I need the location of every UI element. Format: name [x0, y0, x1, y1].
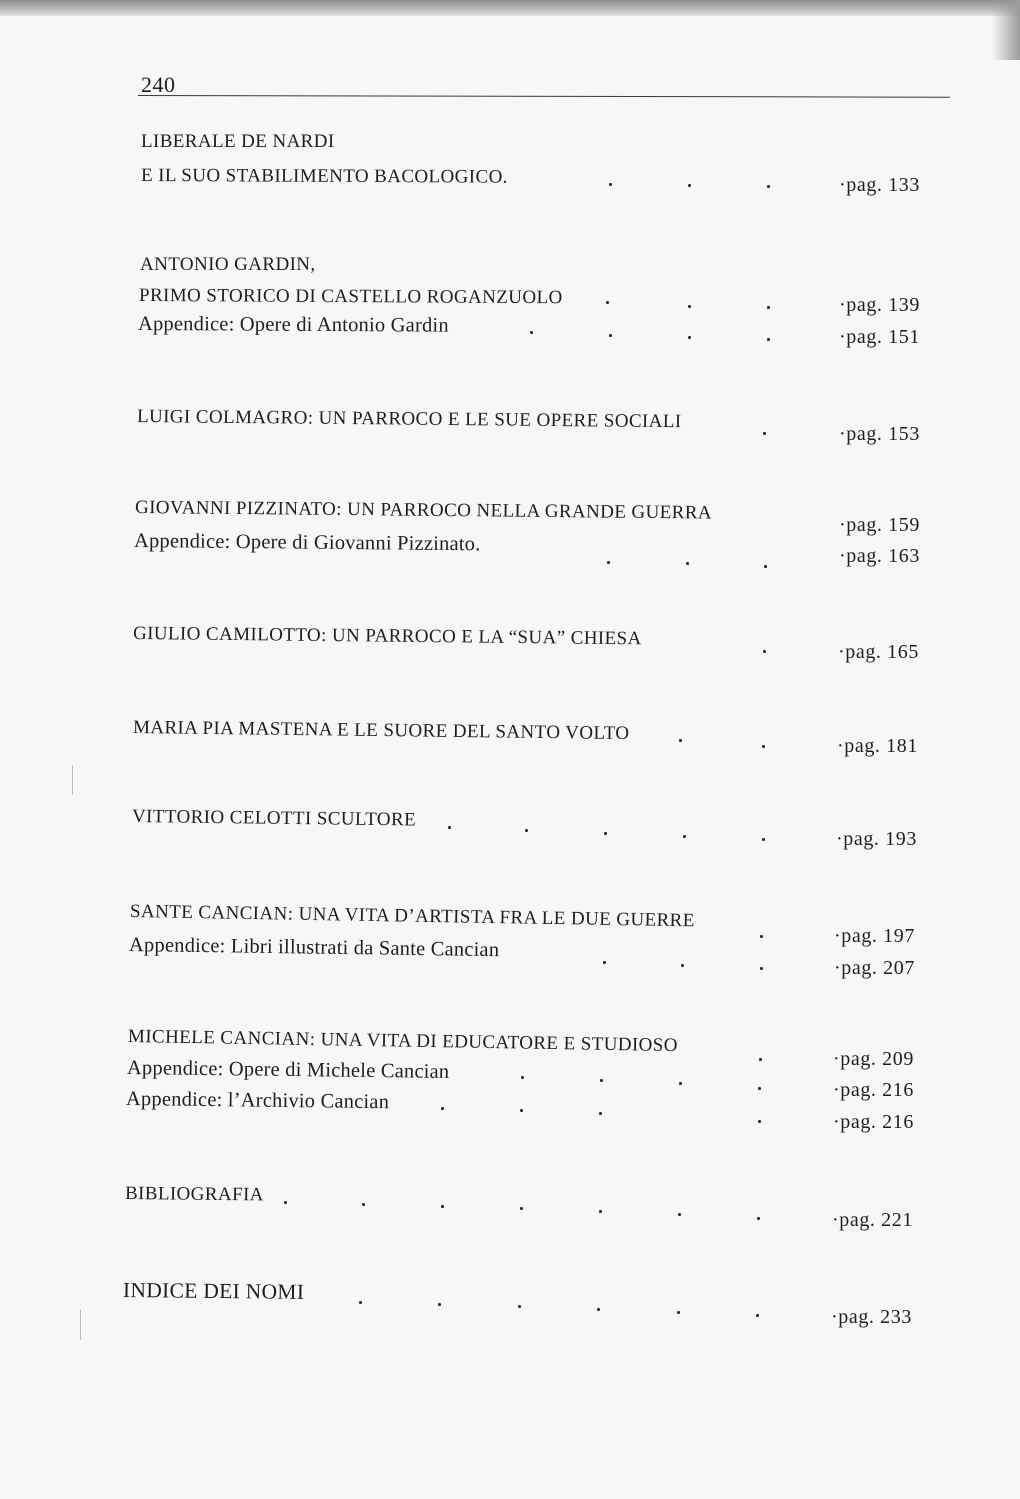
leader-dot [609, 183, 612, 186]
leader-dot [760, 935, 763, 938]
toc-entry-title-line: VITTORIO CELOTTI SCULTORE [131, 806, 417, 831]
leader-dot [759, 1058, 762, 1061]
leader-dot [683, 835, 686, 838]
leader-dot [688, 305, 691, 308]
leader-dot [597, 1308, 600, 1311]
toc-entry-title-line: GIOVANNI PIZZINATO: UN PARROCO NELLA GRANDE GUERRA [134, 497, 713, 524]
toc-page-ref: ·pag. 216 [833, 1079, 914, 1101]
leader-dot [604, 832, 607, 835]
toc-entry-title-line: BIBLIOGRAFIA [124, 1183, 264, 1206]
toc-page-ref: ·pag. 181 [837, 735, 918, 757]
leader-dot [362, 1203, 365, 1206]
toc-page-ref: ·pag. 193 [836, 828, 917, 850]
toc-appendix-line: Appendice: Opere di Antonio Gardin [137, 313, 449, 337]
leader-dot [284, 1201, 287, 1204]
header-rule [138, 95, 950, 98]
leader-dot [679, 1082, 682, 1085]
leader-dot [758, 1120, 761, 1123]
leader-dot [757, 1217, 760, 1220]
toc-entry-title-line: INDICE DEI NOMI [122, 1278, 305, 1304]
toc-entry-title-line: LIBERALE DE NARDI [141, 131, 335, 152]
toc-page-ref: ·pag. 209 [833, 1048, 914, 1070]
scan-top-edge [0, 0, 1020, 16]
leader-dot [767, 338, 770, 341]
leader-dot [764, 565, 767, 568]
leader-dot [679, 739, 682, 742]
leader-dot [756, 1314, 759, 1317]
toc-page-ref: ·pag. 159 [839, 514, 920, 536]
leader-dot [762, 745, 765, 748]
toc-page-ref: ·pag. 197 [834, 925, 915, 947]
leader-dot [686, 562, 689, 565]
toc-entry-title-line: ANTONIO GARDIN, [140, 254, 316, 275]
toc-entry-title-line: SANTE CANCIAN: UNA VITA D’ARTISTA FRA LE DUE GUERRE [129, 901, 695, 932]
toc-appendix-line: Appendice: Libri illustrati da Sante Cancian [128, 934, 500, 962]
leader-dot [448, 826, 451, 829]
toc-page-ref: ·pag. 221 [832, 1209, 913, 1231]
leader-dot [599, 1210, 602, 1213]
toc-entry-title-line: PRIMO STORICO DI CASTELLO ROGANZUOLO [138, 285, 563, 309]
leader-dot [609, 334, 612, 337]
toc-entry-title-line: LUIGI COLMAGRO: UN PARROCO E LE SUE OPERE SOCIALI [136, 406, 682, 433]
leader-dot [688, 184, 691, 187]
leader-dot [607, 561, 610, 564]
toc-page-ref: ·pag. 165 [838, 641, 919, 663]
leader-dot [520, 1109, 523, 1112]
leader-dot [441, 1107, 444, 1110]
toc-entry-title-line: GIULIO CAMILOTTO: UN PARROCO E LA “SUA” CHIESA [132, 623, 642, 650]
toc-page-ref: ·pag. 153 [839, 423, 920, 445]
leader-dot [762, 838, 765, 841]
leader-dot [525, 829, 528, 832]
leader-dot [763, 650, 766, 653]
leader-dot [606, 301, 609, 304]
scan-mark [80, 1310, 81, 1340]
leader-dot [688, 336, 691, 339]
scan-mark [72, 765, 73, 795]
leader-dot [767, 306, 770, 309]
toc-appendix-line: Appendice: Opere di Michele Cancian [126, 1057, 450, 1083]
toc-page-ref: ·pag. 139 [839, 294, 920, 316]
leader-dot [518, 1305, 521, 1308]
toc-page-ref: ·pag. 207 [834, 957, 915, 979]
page-number: 240 [141, 72, 176, 97]
leader-dot [763, 432, 766, 435]
toc-appendix-line: Appendice: Opere di Giovanni Pizzinato. [133, 530, 481, 556]
toc-page-ref: ·pag. 151 [839, 326, 920, 348]
leader-dot [678, 1213, 681, 1216]
scan-corner-shadow [992, 0, 1020, 60]
leader-dot [677, 1311, 680, 1314]
toc-page-ref: ·pag. 133 [839, 174, 920, 196]
leader-dot [600, 1079, 603, 1082]
leader-dot [603, 961, 606, 964]
leader-dot [681, 964, 684, 967]
leader-dot [521, 1076, 524, 1079]
leader-dot [599, 1112, 602, 1115]
leader-dot [520, 1207, 523, 1210]
leader-dot [359, 1301, 362, 1304]
leader-dot [441, 1205, 444, 1208]
leader-dot [760, 967, 763, 970]
leader-dot [758, 1087, 761, 1090]
leader-dot [438, 1303, 441, 1306]
leader-dot [530, 331, 533, 334]
toc-appendix-line: Appendice: l’Archivio Cancian [125, 1088, 390, 1114]
toc-page-ref: ·pag. 216 [833, 1111, 914, 1133]
toc-entry-title-line: MARIA PIA MASTENA E LE SUORE DEL SANTO VOLTO [132, 717, 630, 745]
leader-dot [767, 185, 770, 188]
toc-entry-title-line: MICHELE CANCIAN: UNA VITA DI EDUCATORE E STUDIOSO [127, 1026, 679, 1057]
toc-page-ref: ·pag. 233 [831, 1306, 912, 1328]
toc-page-ref: ·pag. 163 [839, 545, 920, 567]
toc-entry-title-line: E IL SUO STABILIMENTO BACOLOGICO. [140, 165, 508, 188]
